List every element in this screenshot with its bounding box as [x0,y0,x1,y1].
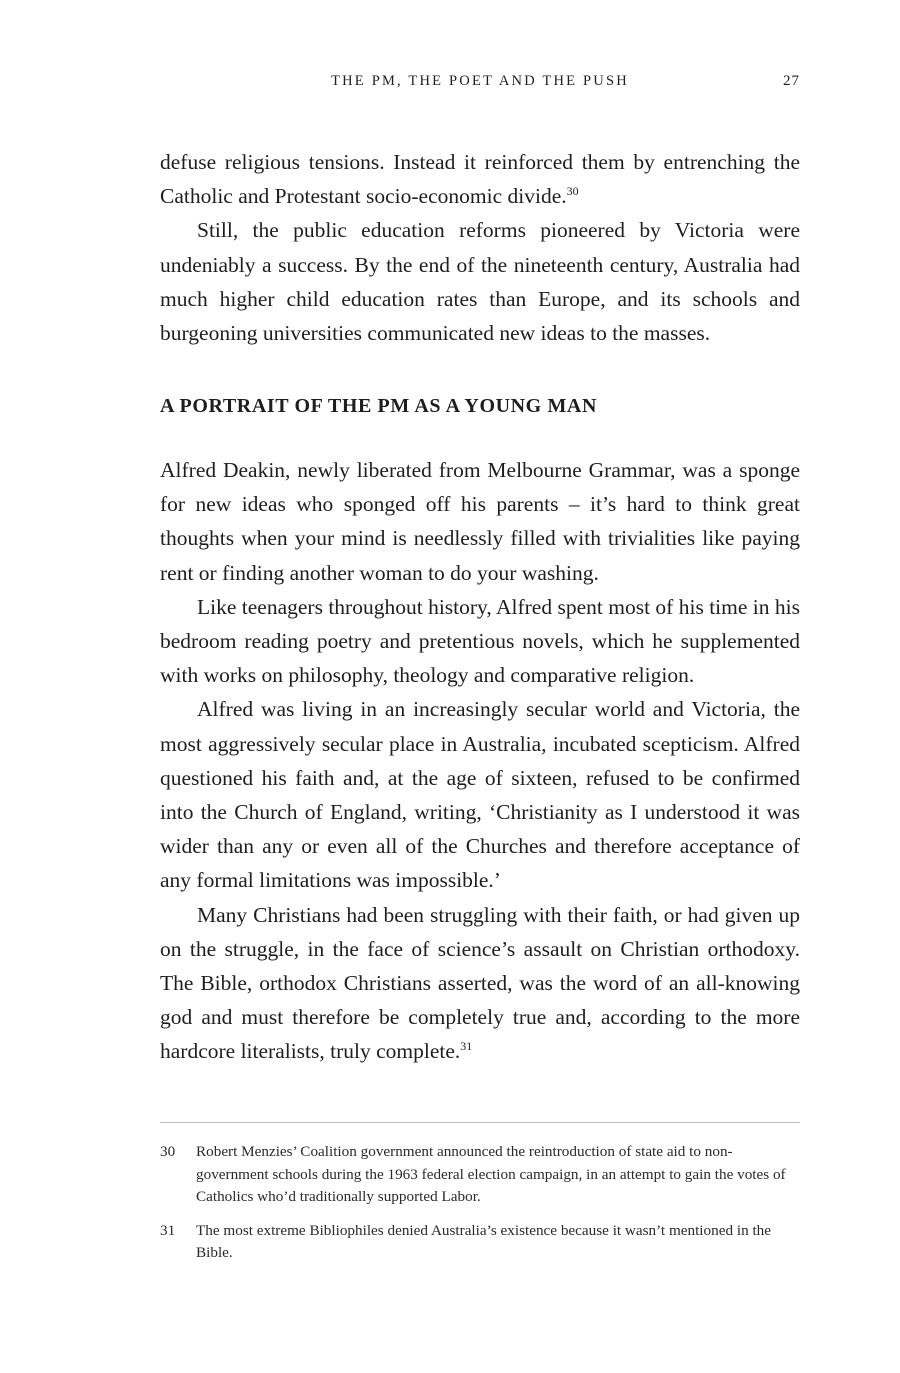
paragraph-text: defuse religious tensions. Instead it reinforced them by entrenching the Catholic and Protestant socio-economic divide. [160,150,800,209]
paragraph: Alfred was living in an increasingly secular world and Victoria, the most aggressively secular place in Australia, incubated scepticism. Alfred questioned his faith and, at the age of sixteen, refused to be confirmed into the Church of England, writing, ‘Christianity as I understood it was wider than any or even all of the Churches and therefore acceptance of any formal limitations was impossible.’ [160,697,800,893]
paragraph-text: Many Christians had been struggling with their faith, or had given up on the struggle, in the face of science’s assault on Christian orthodoxy. The Bible, orthodox Christians asserted, was the word of an all-knowing god and must therefore be completely true and, according to the more hardcore literalists, truly complete. [160,902,800,1064]
running-head [0,73,900,95]
paragraph [160,898,800,1069]
footnote-text: The most extreme Bibliophiles denied Australia’s existence because it wasn’t mentioned in the Bible. [196,1221,772,1261]
paragraph: Alfred Deakin, newly liberated from Melbourne Grammar, was a sponge for new ideas who sponged off his parents – it’s hard to think great thoughts when your mind is needlessly filled with trivialities like paying rent or finding another woman to do your washing. [160,458,800,585]
footnote-ref-30: 30 [566,184,579,199]
footnote-31 [160,1220,800,1265]
section-body [160,453,800,1069]
section-heading: A PORTRAIT OF THE PM AS A YOUNG MAN [160,395,598,417]
running-title: THE PM, THE POET AND THE PUSH [331,73,629,89]
footnote-text: Robert Menzies’ Coalition government announced the reintroduction of state aid to non-government schools during the 1963 federal election campaign, in an attempt to gain the votes of Catholics who’d traditionally supported Labor. [196,1143,786,1205]
footnote-number: 31 [160,1221,176,1239]
footnote-number: 30 [160,1143,176,1160]
footnotes [160,1141,800,1276]
page-number: 27 [783,73,800,89]
footnote-divider [160,1122,800,1123]
paragraph: Still, the public education reforms pioneered by Victoria were undeniably a success. By the end of the nineteenth century, Australia had much higher child education rates than Europe, and its schools and burgeoning universities communicated new ideas to the masses. [160,218,800,346]
paragraph-continued [160,145,800,213]
opening-text [160,145,800,350]
footnote-30 [160,1141,800,1209]
footnote-ref-31: 31 [460,1039,473,1054]
paragraph: Like teenagers throughout history, Alfred spent most of his time in his bedroom reading poetry and pretentious novels, which he supplemented with works on philosophy, theology and comparative religion. [160,594,800,688]
